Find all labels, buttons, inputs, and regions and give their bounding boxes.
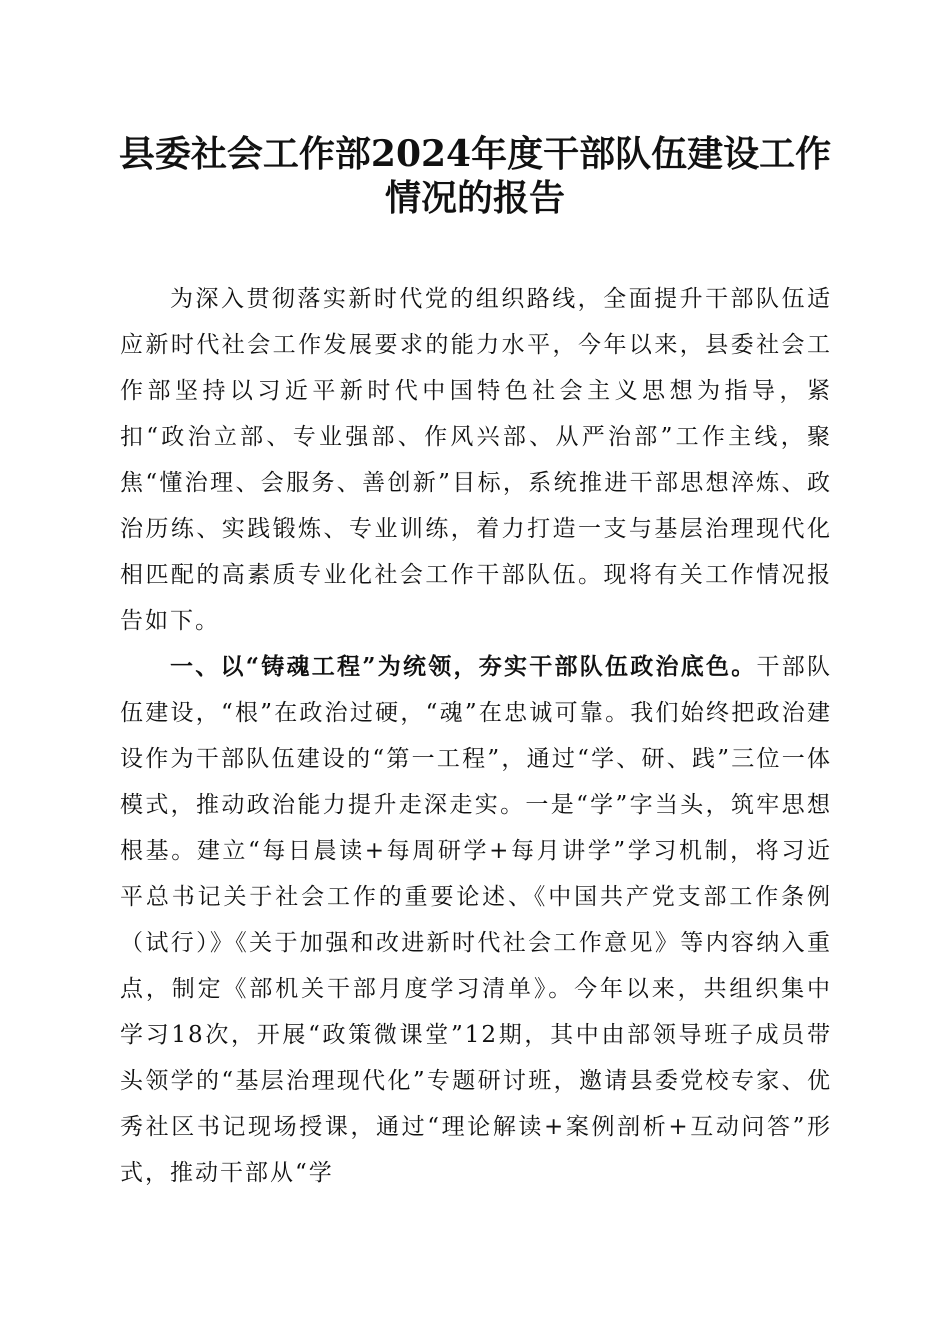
section-1-paragraph — [120, 644, 832, 1196]
title-line-1: 县委社会工作部2024年度干部队伍建设工作 — [118, 133, 832, 175]
title-line-2: 情况的报告 — [384, 177, 565, 219]
document-body — [120, 276, 832, 1196]
section-1-body: 干部队伍建设，“根”在政治过硬，“魂”在忠诚可靠。我们始终把政治建设作为干部队伍建设的“第一工程”，通过“学、研、践”三位一体模式，推动政治能力提升走深走实。一是“学”字当头，筑牢思想根基。建立“每日晨读+每周研学+每月讲学”学习机制，将习近平总书记关于社会工作的重要论述、《中国共产党支部工作条例（试行）》《关于加强和改进新时代社会工作意见》等内容纳入重点，制定《部机关干部月度学习清单》。今年以来，共组织集中学习18次，开展“政策微课堂”12期，其中由部领导班子成员带头领学的“基层治理现代化”专题研讨班，邀请县委党校专家、优秀社区书记现场授课，通过“理论解读+案例剖析+互动问答”形式，推动干部从“学 — [120, 654, 833, 1186]
intro-paragraph: 为深入贯彻落实新时代党的组织路线，全面提升干部队伍适应新时代社会工作发展要求的能力水平，今年以来，县委社会工作部坚持以习近平新时代中国特色社会主义思想为指导，紧扣“政治立部、专业强部、作风兴部、从严治部”工作主线，聚焦“懂治理、会服务、善创新”目标，系统推进干部思想淬炼、政治历练、实践锻炼、专业训练，着力打造一支与基层治理现代化相匹配的高素质专业化社会工作干部队伍。现将有关工作情况报告如下。 — [120, 286, 832, 634]
document-title — [100, 132, 850, 220]
section-1-heading: 一、以“铸魂工程”为统领，夯实干部队伍政治底色。 — [170, 653, 757, 680]
